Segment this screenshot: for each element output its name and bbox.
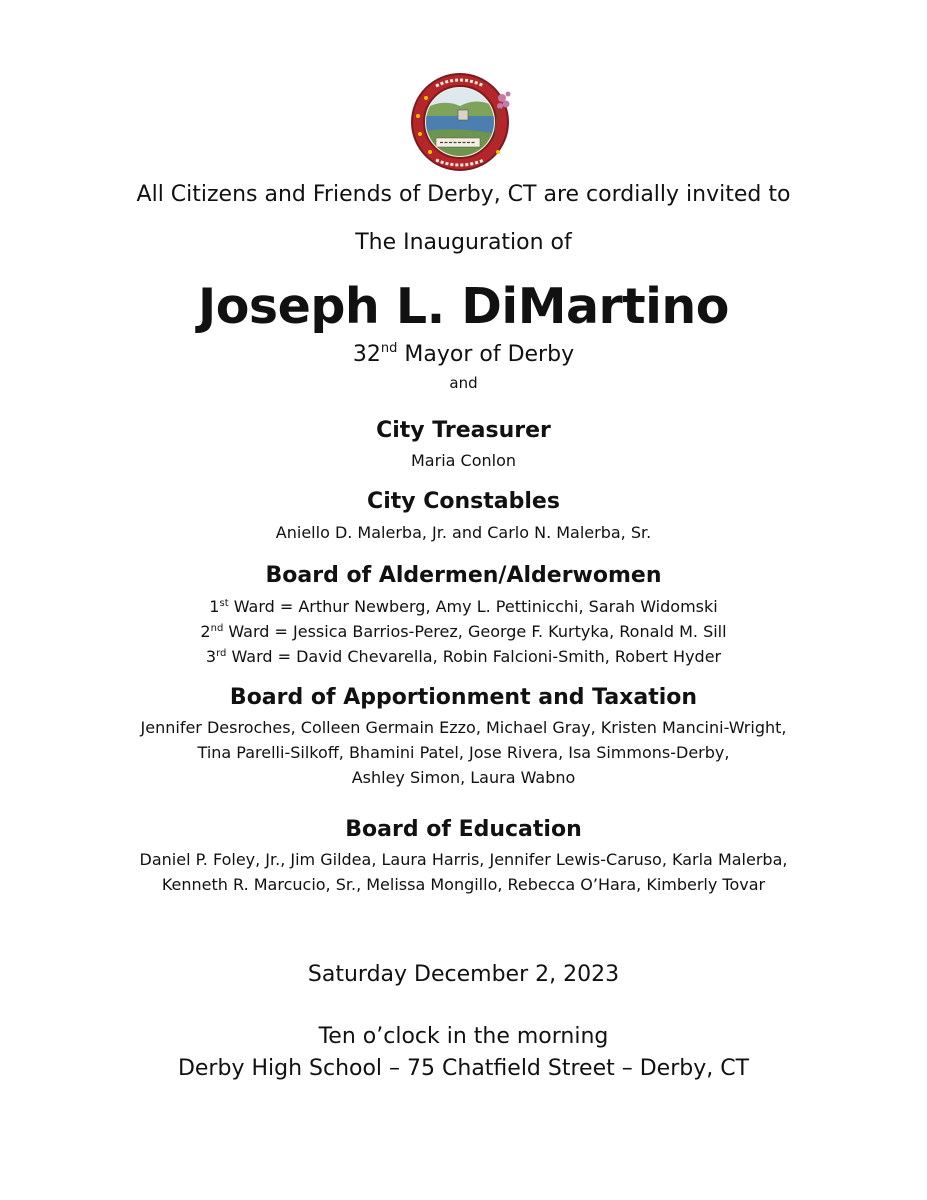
ward-number: 1 bbox=[209, 597, 220, 616]
constables-heading: City Constables bbox=[367, 489, 560, 514]
ward-members: Ward = Arthur Newberg, Amy L. Pettinicchi, Sarah Widomski bbox=[228, 597, 718, 616]
ward-line bbox=[0, 647, 927, 666]
ward-number: 2 bbox=[200, 622, 211, 641]
conjunction-and: and bbox=[449, 374, 478, 392]
ward-suffix: rd bbox=[216, 648, 227, 659]
ward-line bbox=[0, 622, 927, 641]
apportionment-heading: Board of Apportionment and Taxation bbox=[229, 685, 698, 710]
apportionment-names-line: Jennifer Desroches, Colleen Germain Ezzo, Michael Gray, Kristen Mancini-Wright, bbox=[140, 718, 787, 737]
mayor-name: Joseph L. DiMartino bbox=[198, 278, 729, 335]
city-seal-logo bbox=[402, 72, 522, 172]
mayor-ordinal-number: 32 bbox=[352, 342, 381, 367]
event-location: Derby High School – 75 Chatfield Street – Derby, CT bbox=[177, 1056, 750, 1081]
ward-number: 3 bbox=[205, 647, 217, 666]
event-time: Ten o’clock in the morning bbox=[318, 1024, 609, 1049]
ward-members: Ward = Jessica Barrios-Perez, George F. Kurtyka, Ronald M. Sill bbox=[223, 622, 727, 641]
treasurer-names: Maria Conlon bbox=[411, 451, 516, 470]
treasurer-heading: City Treasurer bbox=[376, 418, 551, 443]
ward-suffix: nd bbox=[210, 623, 224, 634]
aldermen-heading: Board of Aldermen/Alderwomen bbox=[265, 563, 662, 588]
mayor-ordinal-suffix: nd bbox=[380, 341, 398, 356]
apportionment-names-line: Tina Parelli-Silkoff, Bhamini Patel, Jose Rivera, Isa Simmons-Derby, bbox=[197, 743, 730, 762]
seal-building bbox=[458, 110, 468, 120]
education-names-line: Kenneth R. Marcucio, Sr., Melissa Mongillo, Rebecca O’Hara, Kimberly Tovar bbox=[161, 875, 766, 894]
event-date: Saturday December 2, 2023 bbox=[307, 962, 620, 987]
invitation-line: All Citizens and Friends of Derby, CT are cordially invited to bbox=[136, 182, 791, 207]
mayor-title-text: Mayor of Derby bbox=[397, 342, 575, 367]
mayor-title bbox=[0, 342, 927, 367]
ward-line bbox=[0, 597, 927, 616]
education-names-line: Daniel P. Foley, Jr., Jim Gildea, Laura Harris, Jennifer Lewis-Caruso, Karla Malerba, bbox=[139, 850, 788, 869]
constables-names: Aniello D. Malerba, Jr. and Carlo N. Malerba, Sr. bbox=[275, 523, 652, 542]
apportionment-names-line: Ashley Simon, Laura Wabno bbox=[351, 768, 576, 787]
ward-members: Ward = David Chevarella, Robin Falcioni-Smith, Robert Hyder bbox=[226, 647, 722, 666]
inauguration-line: The Inauguration of bbox=[355, 230, 572, 255]
ward-suffix: st bbox=[219, 598, 229, 609]
education-heading: Board of Education bbox=[345, 817, 582, 842]
